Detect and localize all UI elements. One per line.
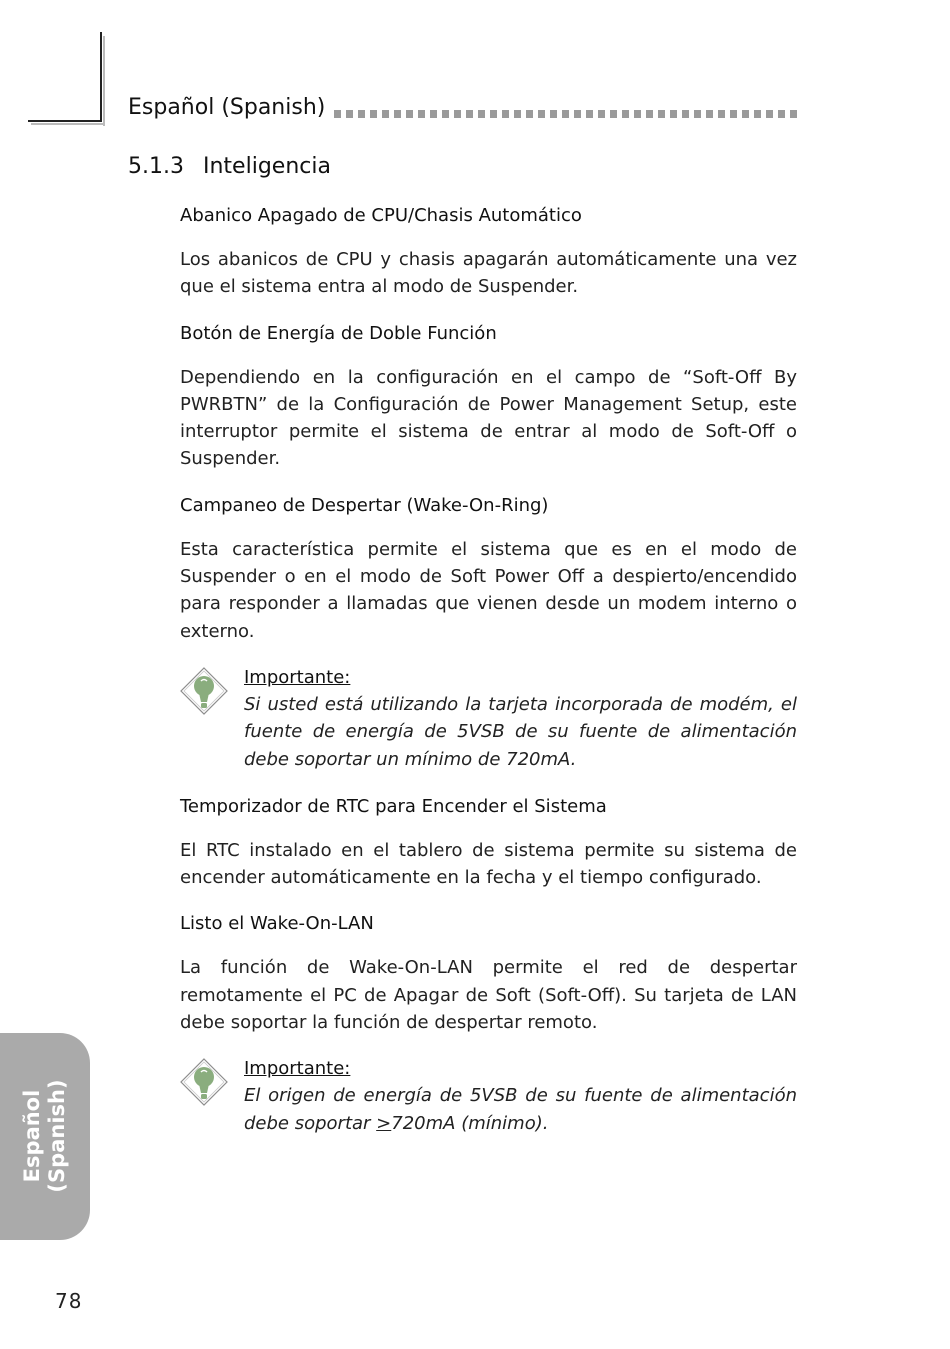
header-dot-bar — [334, 110, 798, 118]
note-text-end: 720mA (mínimo). — [391, 1112, 549, 1134]
crop-corner-mark — [28, 32, 104, 122]
paragraph-cpu-fan-off: Los abanicos de CPU y chasis apagarán automáticamente una vez que el sistema entra al modo de Suspender. — [180, 249, 797, 298]
note-label: Importante: — [244, 666, 351, 688]
important-note-modem — [180, 664, 797, 773]
lightbulb-icon — [180, 666, 230, 716]
important-note-5vsb — [180, 1055, 797, 1137]
note-text-start: El origen de energía de 5VSB de su fuente de alimentación debe soportar — [244, 1085, 797, 1134]
header-title: Español (Spanish) — [128, 95, 326, 120]
heading-wake-on-lan: Listo el Wake-On-LAN — [180, 913, 374, 935]
language-side-tab — [0, 1033, 90, 1240]
section-title-text: Inteligencia — [203, 154, 331, 179]
side-tab-line2: (Spanish) — [45, 1079, 69, 1193]
heading-wake-on-ring: Campaneo de Despertar (Wake-On-Ring) — [180, 494, 549, 516]
heading-cpu-fan-off: Abanico Apagado de CPU/Chasis Automático — [180, 205, 582, 226]
page-header — [128, 92, 798, 128]
page-number: 78 — [55, 1289, 83, 1313]
note-label: Importante: — [244, 1058, 351, 1080]
heading-rtc-timer: Temporizador de RTC para Encender el Sistema — [180, 795, 607, 817]
main-content — [180, 202, 797, 1157]
heading-dual-function-power-button: Botón de Energía de Doble Función — [180, 322, 497, 344]
paragraph-wake-on-lan: La función de Wake-On-LAN permite el red de despertar remotamente el PC de Apagar de Soft (Soft-Off). Su tarjeta de LAN debe soportar la función de despertar remoto. — [180, 957, 797, 1034]
paragraph-rtc-timer: El RTC instalado en el tablero de sistema permite su sistema de encender automáticamente en la fecha y el tiempo configurado. — [180, 839, 797, 889]
paragraph-dual-function-power-button: Dependiendo en la configuración en el campo de “Soft-Off By PWRBTN” de la Configuración de Power Management Setup, este interruptor permite el sistema de entrar al modo de Soft-Off o Suspender. — [180, 366, 797, 470]
lightbulb-icon — [180, 1057, 230, 1107]
side-tab-line1: Español — [20, 1089, 44, 1183]
greater-equal-symbol: > — [376, 1112, 392, 1134]
paragraph-wake-on-ring: Esta característica permite el sistema que es en el modo de Suspender o en el modo de Soft Power Off a despierto/encendido para responder a llamadas que vienen desde un modem interno o externo. — [180, 538, 797, 642]
note-text: Si usted está utilizando la tarjeta incorporada de modém, el fuente de energía de 5VSB de su fuente de alimentación debe soportar un mínimo de 720mA. — [244, 693, 797, 770]
section-title — [128, 151, 331, 183]
note-text — [244, 1082, 797, 1137]
section-number: 5.1.3 — [128, 154, 184, 179]
side-tab-label — [20, 1036, 70, 1236]
